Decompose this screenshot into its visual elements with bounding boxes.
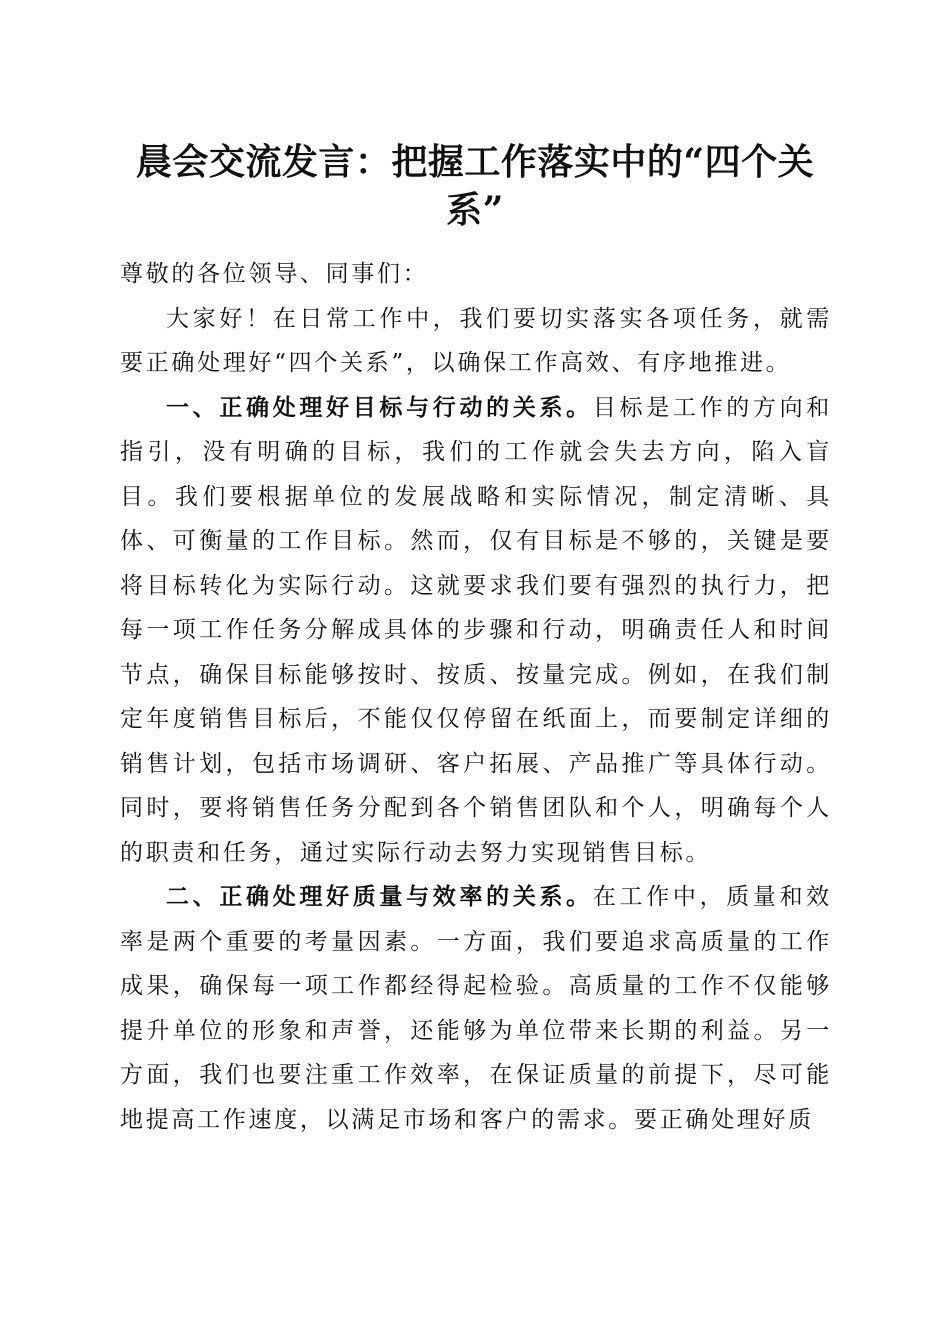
paragraph-greeting <box>120 297 832 386</box>
paragraph-text: 大家好！在日常工作中，我们要切实落实各项任务，就需要正确处理好“四个关系”，以确保工作高效、有序地推进。 <box>120 305 832 376</box>
paragraph-goals-actions <box>120 386 832 876</box>
paragraph-text: 在工作中，质量和效率是两个重要的考量因素。一方面，我们要追求高质量的工作成果，确保每一项工作都经得起检验。高质量的工作不仅能够提升单位的形象和声誉，还能够为单位带来长期的利益。另一方面，我们也要注重工作效率，在保证质量的前提下，尽可能地提高工作速度，以满足市场和客户的需求。要正确处理好质 <box>120 884 832 1133</box>
document-body <box>120 252 832 1142</box>
section-heading-one: 一、正确处理好目标与行动的关系。 <box>166 393 593 421</box>
document-title: 晨会交流发言：把握工作落实中的“四个关系” <box>135 141 815 231</box>
paragraph-text: 目标是工作的方向和指引，没有明确的目标，我们的工作就会失去方向，陷入盲目。我们要根据单位的发展战略和实际情况，制定清晰、具体、可衡量的工作目标。然而，仅有目标是不够的，关键是要将目标转化为实际行动。这就要求我们要有强烈的执行力，把每一项工作任务分解成具体的步骤和行动，明确责任人和时间节点，确保目标能够按时、按质、按量完成。例如，在我们制定年度销售目标后，不能仅仅停留在纸面上，而要制定详细的销售计划，包括市场调研、客户拓展、产品推广等具体行动。同时，要将销售任务分配到各个销售团队和个人，明确每个人的职责和任务，通过实际行动去努力实现销售目标。 <box>120 394 832 866</box>
section-heading-two: 二、正确处理好质量与效率的关系。 <box>166 883 593 910</box>
salutation: 尊敬的各位领导、同事们： <box>120 261 429 287</box>
paragraph-quality-efficiency <box>120 875 832 1142</box>
